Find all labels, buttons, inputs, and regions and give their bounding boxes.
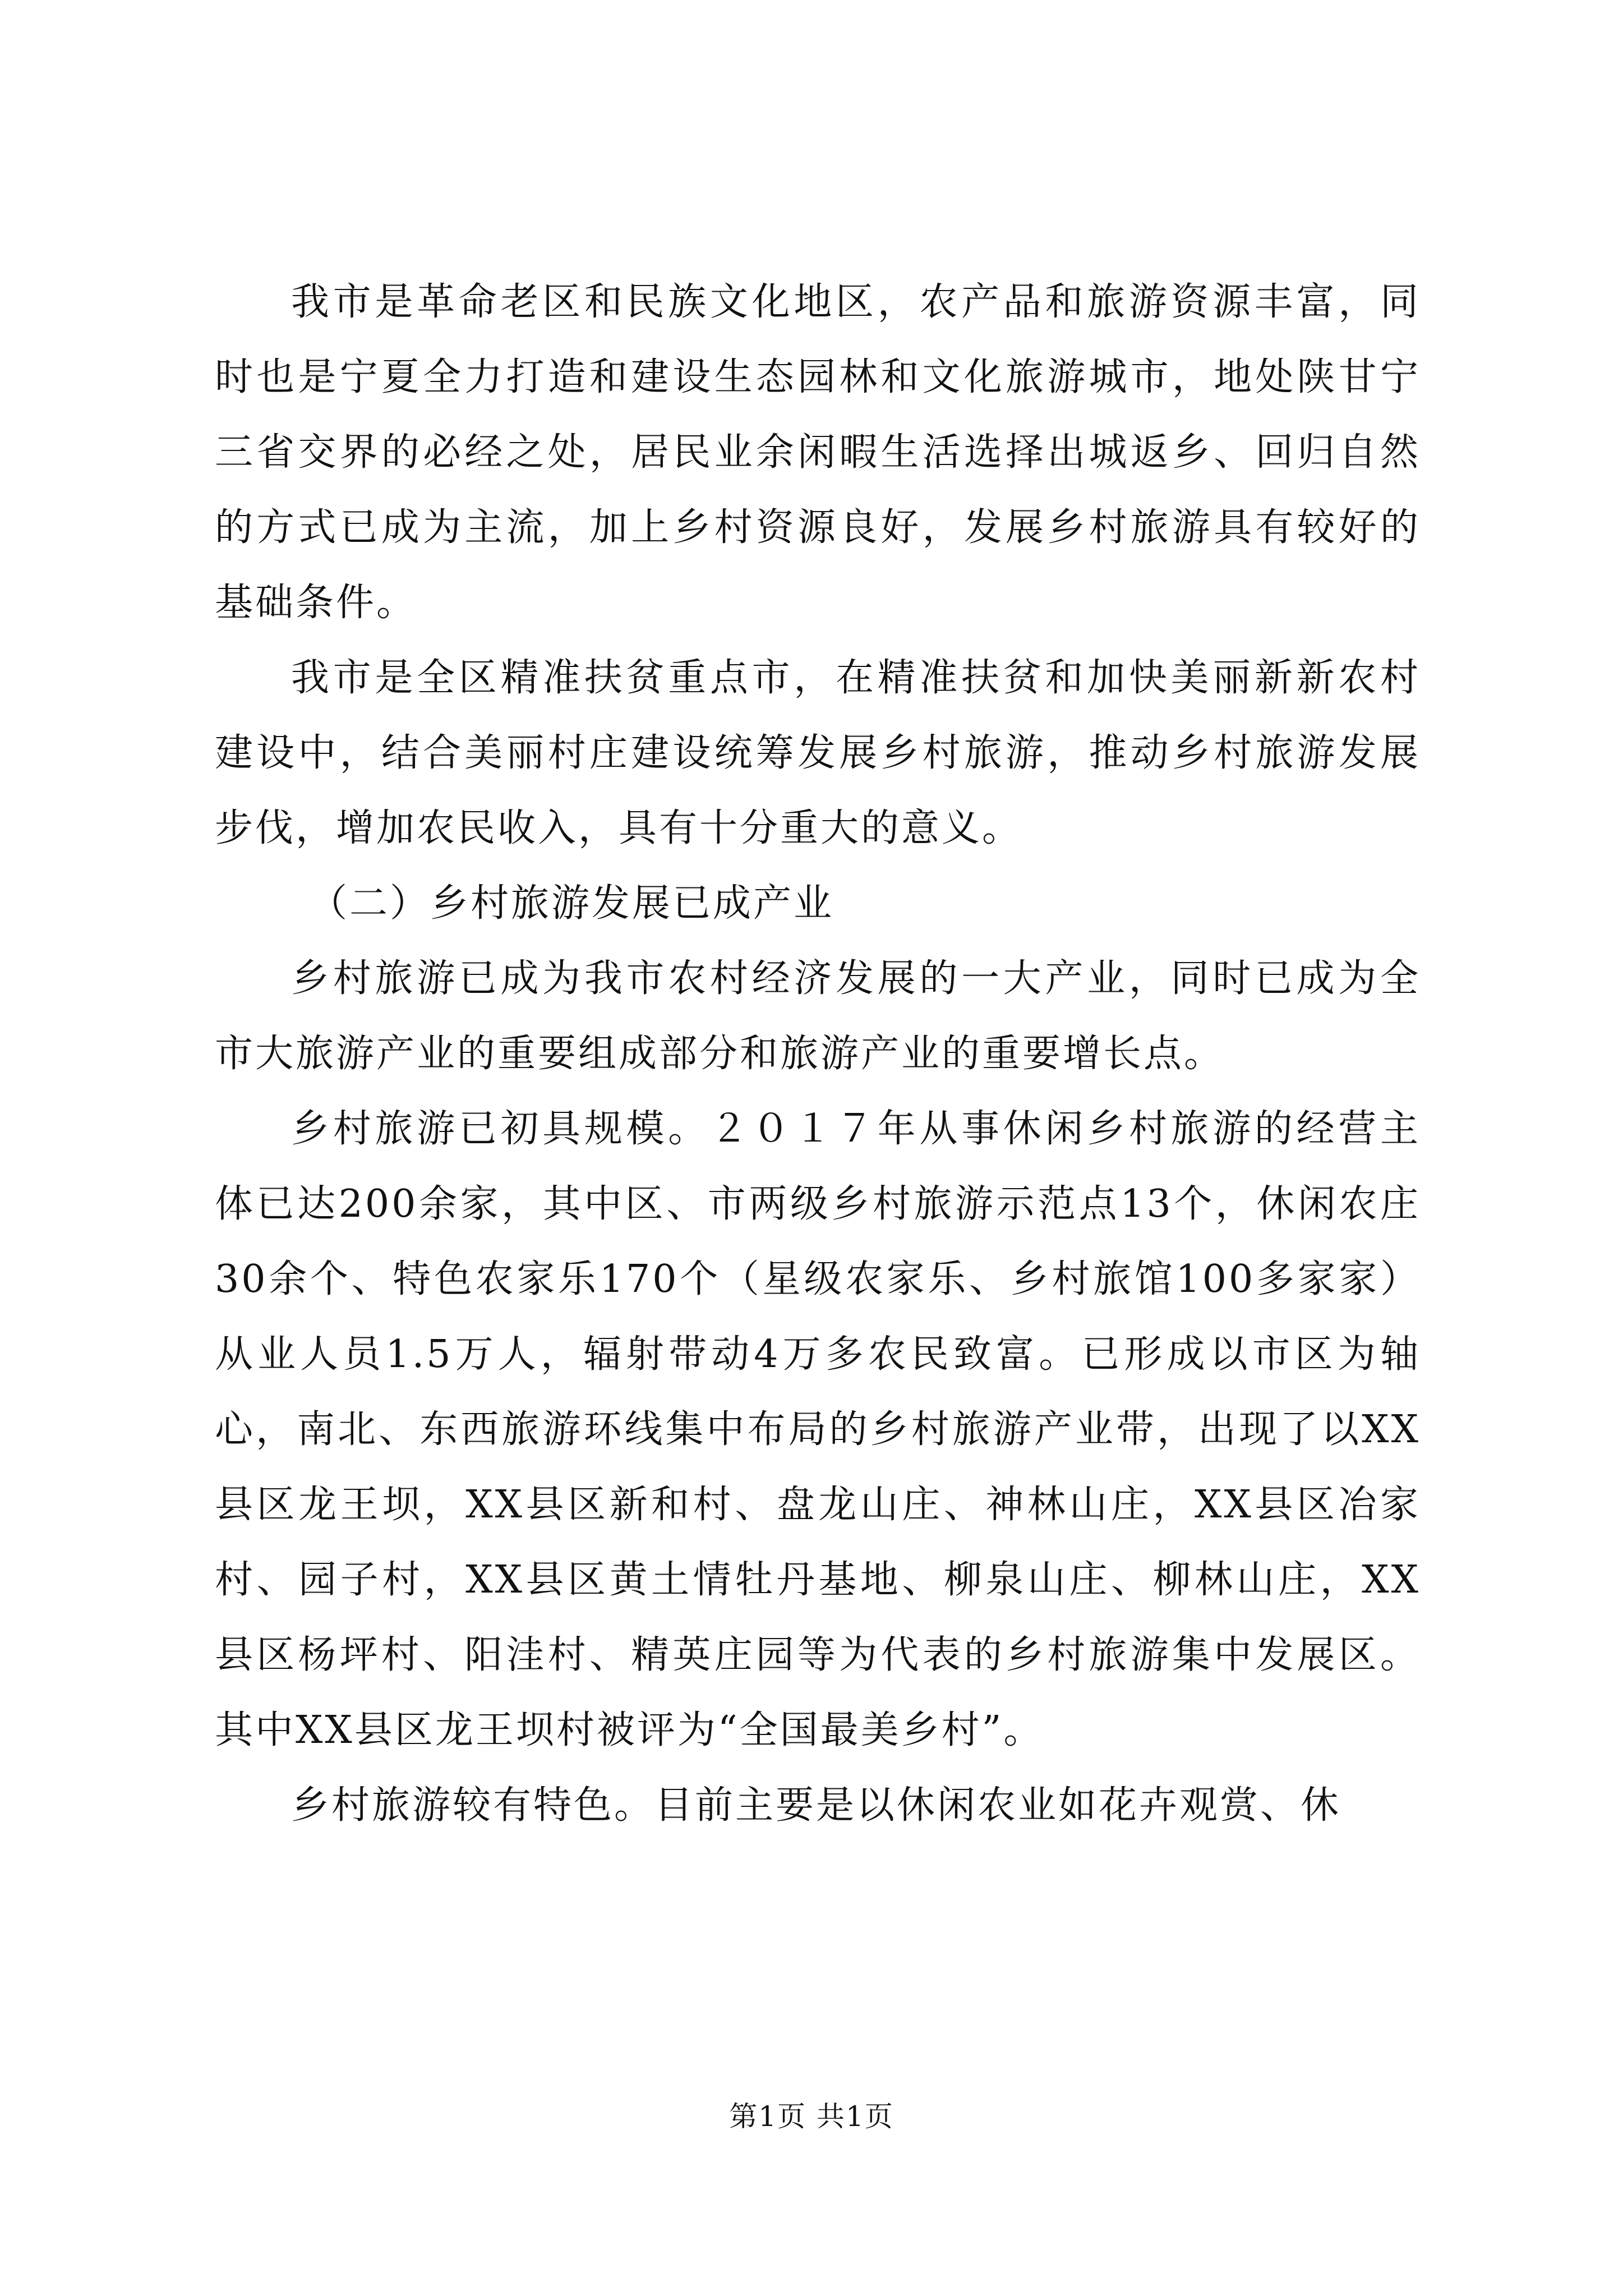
paragraph-poverty-alleviation: 我市是全区精准扶贫重点市，在精准扶贫和加快美丽新新农村建设中，结合美丽村庄建设统筹发展乡村旅游，推动乡村旅游发展步伐，增加农民收入，具有十分重大的意义。 (215, 656, 1421, 850)
document-body (215, 265, 1421, 1843)
paragraph-background: 我市是革命老区和民族文化地区，农产品和旅游资源丰富，同时也是宁夏全力打造和建设生态园林和文化旅游城市，地处陕甘宁三省交界的必经之处，居民业余闲暇生活选择出城返乡、回归自然的方式已成为主流，加上乡村资源良好，发展乡村旅游具有较好的基础条件。 (215, 280, 1421, 625)
paragraph-scale: 乡村旅游已初具规模。２０１７年从事休闲乡村旅游的经营主体已达200余家，其中区、市两级乡村旅游示范点13个，休闲农庄30余个、特色农家乐170个（星级农家乐、乡村旅馆100多家家）从业人员1.5万人，辐射带动4万多农民致富。已形成以市区为轴心，南北、东西旅游环线集中布局的乡村旅游产业带，出现了以XX县区龙王坝，XX县区新和村、盘龙山庄、神林山庄，XX县区冶家村、园子村，XX县区黄土情牡丹基地、柳泉山庄、柳林山庄，XX县区杨坪村、阳洼村、精英庄园等为代表的乡村旅游集中发展区。其中XX县区龙王坝村被评为“全国最美乡村”。 (215, 1107, 1421, 1752)
page-footer: 第1页 共1页 (729, 2100, 894, 2133)
paragraph-features: 乡村旅游较有特色。目前主要是以休闲农业如花卉观赏、休 (291, 1783, 1341, 1828)
section-heading: （二）乡村旅游发展已成产业 (309, 881, 834, 926)
paragraph-industry: 乡村旅游已成为我市农村经济发展的一大产业，同时已成为全市大旅游产业的重要组成部分和旅游产业的重要增长点。 (215, 956, 1421, 1076)
